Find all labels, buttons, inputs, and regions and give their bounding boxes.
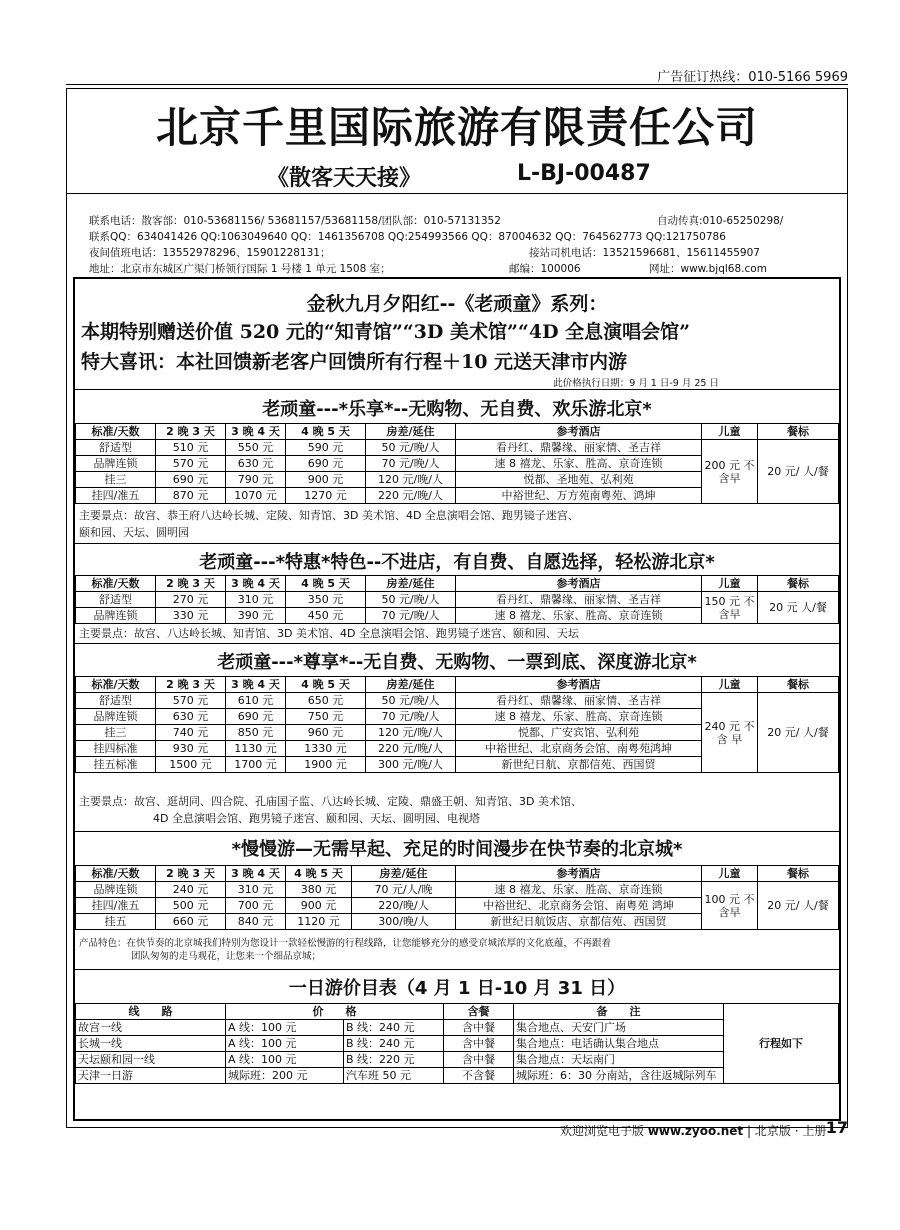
footer-welcome: 欢迎浏览电子版 bbox=[560, 1124, 645, 1138]
table-row: 挂三 740 元 850 元 960 元 120 元/晚/人 悦都、广安宾馆、弘利苑 bbox=[76, 725, 839, 741]
contact-address: 地址：北京市东城区广渠门桥领行国际 1 号楼 1 单元 1508 室； 邮编：100006 网址：www.bjql68.com bbox=[89, 263, 767, 275]
section-title: 老顽童---*尊享*--无自费、无购物、一票到底、深度游北京* bbox=[217, 652, 697, 673]
divider bbox=[75, 389, 839, 390]
divider bbox=[67, 193, 847, 194]
contact-night: 夜间值班电话：13552978296、15901228131； 接站司机电话：13521596681、15611455907 bbox=[89, 247, 760, 259]
contact-phones: 联系电话：散客部：010-53681156/ 53681157/53681158/团队部：010-57131352 自动传真:010-65250298/ bbox=[89, 215, 784, 227]
table-header: 标准/天数 2 晚 3 天 3 晚 4 天 4 晚 5 天 房差/延住 参考酒店 儿童 餐标 bbox=[76, 677, 839, 693]
ad-frame bbox=[66, 88, 848, 1128]
page-number: 17 bbox=[825, 1118, 848, 1137]
divider bbox=[75, 831, 839, 832]
promo-line: 本期特别赠送价值 520 元的“知青馆”“3D 美术馆”“4D 全息演唱会馆” bbox=[81, 321, 691, 343]
price-table bbox=[75, 575, 839, 624]
divider bbox=[75, 969, 839, 970]
table-row: 天津一日游 城际班：200 元 汽车班 50 元 不含餐 城际班：6：30 分南站，含往返城际列车 bbox=[76, 1068, 839, 1084]
subtitle: 《散客天天接》 bbox=[267, 166, 422, 191]
promo-title: 金秋九月夕阳红--《老顽童》系列： bbox=[306, 293, 608, 315]
table-row: 品牌连锁 240 元 310 元 380 元 70 元/人/晚 速 8 禧龙、乐家、胜高、京奇连锁 100 元 不含早 20 元/ 人/餐 bbox=[76, 882, 839, 898]
sights-text: 主要景点：故宫、八达岭长城、知青馆、3D 美术馆、4D 全息演唱会馆、跑男镜子迷宫、颐和园、天坛 bbox=[79, 627, 579, 640]
table-row: 舒适型 510 元 550 元 590 元 50 元/晚/人 看丹红、鼎馨缘、丽家情、圣吉祥 200 元 不含早 20 元/ 人/餐 bbox=[76, 440, 839, 456]
promo-line: 特大喜讯：本社回馈新老客户回馈所有行程＋10 元送天津市内游 bbox=[81, 351, 628, 373]
section-title: 老顽童---*特惠*特色--不进店，有自费、自愿选择，轻松游北京* bbox=[199, 552, 715, 573]
table-header: 标准/天数 2 晚 3 天 3 晚 4 天 4 晚 5 天 房差/延住 参考酒店 儿童 餐标 bbox=[76, 866, 839, 882]
contact-qq: 联系QQ：634041426 QQ:1063049640 QQ：1461356708 QQ:254993566 QQ：87004632 QQ：764562773 QQ:121750786 bbox=[89, 231, 726, 243]
table-row: 天坛颐和园一线 A 线：100 元 B 线：220 元 含中餐 集合地点：天坛南门 bbox=[76, 1052, 839, 1068]
table-row: 挂三 690 元 790 元 900 元 120 元/晚/人 悦都、圣地苑、弘利苑 bbox=[76, 472, 839, 488]
table-row: 挂四/准五 500 元 700 元 900 元 220/晚/人 中裕世纪、北京商务会馆、南粤苑 鸿坤 bbox=[76, 898, 839, 914]
feature-text: 产品特色：在快节奏的北京城我们特别为您设计一款轻松慢游的行程线路，让您能够充分的感受京城浓厚的文化底蕴，不再跟着 团队匆匆的走马观花，让您来一个细品京城； bbox=[79, 938, 612, 962]
footer-site-link[interactable]: www.zyoo.net bbox=[647, 1124, 744, 1138]
price-table bbox=[75, 676, 839, 773]
price-table bbox=[75, 865, 839, 930]
valid-date: 此价格执行日期：9 月 1 日-9 月 25 日 bbox=[553, 378, 719, 389]
footer-separator: | bbox=[747, 1124, 752, 1138]
table-header: 线 路 价 格 含餐 备 注 行程如下 bbox=[76, 1004, 839, 1020]
company-name: 北京千里国际旅游有限责任公司 bbox=[155, 103, 758, 152]
sights-text: 主要景点：故宫、恭王府八达岭长城、定陵、知青馆、3D 美术馆、4D 全息演唱会馆、跑男镜子迷宫、 颐和园、天坛、圆明园 bbox=[79, 509, 579, 539]
day-tour-table bbox=[75, 1003, 839, 1084]
content-box bbox=[73, 277, 841, 1121]
table-header: 标准/天数 2 晚 3 天 3 晚 4 天 4 晚 5 天 房差/延住 参考酒店 儿童 餐标 bbox=[76, 576, 839, 592]
table-row: 故宫一线 A 线：100 元 B 线：240 元 含中餐 集合地点、天安门广场 bbox=[76, 1020, 839, 1036]
section-title: *慢慢游—无需早起、充足的时间漫步在快节奏的北京城* bbox=[231, 839, 683, 860]
table-row: 品牌连锁 570 元 630 元 690 元 70 元/晚/人 速 8 禧龙、乐家、胜高、京奇连锁 bbox=[76, 456, 839, 472]
footer bbox=[560, 1122, 826, 1139]
license-number: L-BJ-00487 bbox=[517, 161, 651, 186]
divider bbox=[66, 84, 848, 85]
ad-hotline: 广告征订热线：010-5166 5969 bbox=[657, 70, 848, 85]
table-row: 挂四标准 930 元 1130 元 1330 元 220 元/晚/人 中裕世纪、北京商务会馆、南粤苑鸿坤 bbox=[76, 741, 839, 757]
table-row: 挂五 660 元 840 元 1120 元 300/晚/人 新世纪日航饭店、京都信苑、西国贸 bbox=[76, 914, 839, 930]
table-row: 长城一线 A 线：100 元 B 线：240 元 含中餐 集合地点：电话确认集合地点 bbox=[76, 1036, 839, 1052]
price-table bbox=[75, 423, 839, 504]
footer-edition: 北京版 · 上册 bbox=[754, 1124, 827, 1138]
table-header: 标准/天数 2 晚 3 天 3 晚 4 天 4 晚 5 天 房差/延住 参考酒店 儿童 餐标 bbox=[76, 424, 839, 440]
table-row: 舒适型 570 元 610 元 650 元 50 元/晚/人 看丹红、鼎馨缘、丽家情、圣吉祥 240 元 不含 早 20 元/ 人/餐 bbox=[76, 693, 839, 709]
sights-text: 主要景点：故宫、逛胡同、四合院、孔庙国子监、八达岭长城、定陵、鼎盛王朝、知青馆、3D 美术馆、 4D 全息演唱会馆、跑男镜子迷宫、颐和园、天坛、圆明园、电视塔 bbox=[79, 795, 582, 825]
table-row: 品牌连锁 330 元 390 元 450 元 70 元/晚/人 速 8 禧龙、乐家、胜高、京奇连锁 bbox=[76, 608, 839, 624]
section-title: 一日游价目表（4 月 1 日-10 月 31 日） bbox=[288, 978, 626, 999]
table-row: 舒适型 270 元 310 元 350 元 50 元/晚/人 看丹红、鼎馨缘、丽家情、圣吉祥 150 元 不含早 20 元 人/餐 bbox=[76, 592, 839, 608]
divider bbox=[75, 543, 839, 544]
table-row: 挂四/准五 870 元 1070 元 1270 元 220 元/晚/人 中裕世纪、万方苑南粤苑、鸿坤 bbox=[76, 488, 839, 504]
section-title: 老顽童---*乐享*--无购物、无自费、欢乐游北京* bbox=[262, 399, 652, 420]
table-row: 品牌连锁 630 元 690 元 750 元 70 元/晚/人 速 8 禧龙、乐家、胜高、京奇连锁 bbox=[76, 709, 839, 725]
table-row: 挂五标准 1500 元 1700 元 1900 元 300 元/晚/人 新世纪日航、京都信苑、西国贸 bbox=[76, 757, 839, 773]
divider bbox=[75, 643, 839, 644]
